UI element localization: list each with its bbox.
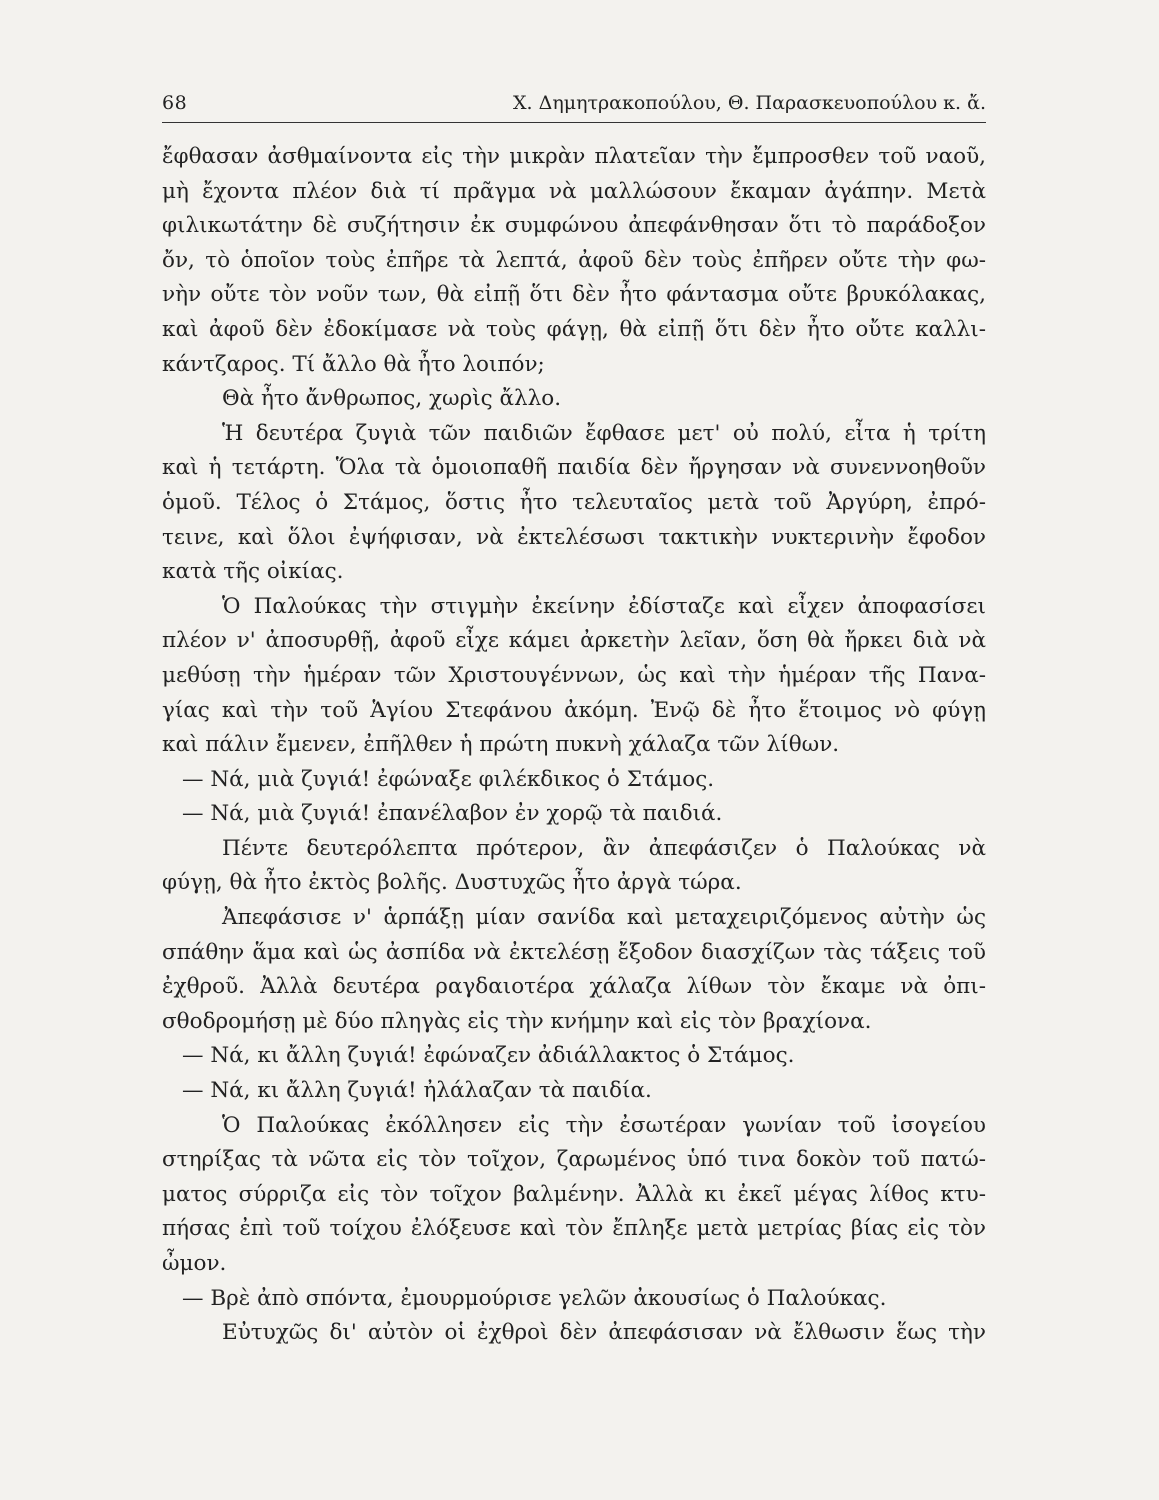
text-line: φύγῃ, θὰ ἦτο ἐκτὸς βολῆς. Δυστυχῶς ἦτο ἀργὰ τώρα. [162,870,742,896]
dialogue-line: — Νά, κι ἄλλη ζυγιά! ἐφώναζεν ἀδιάλλακτος ὁ Στάμος. [182,1043,795,1069]
dialogue-line: — Νά, μιὰ ζυγιά! ἐπανέλαβον ἐν χορῷ τὰ παιδιά. [182,801,723,827]
text-line: Ὁ Παλούκας ἐκόλλησεν εἰς τὴν ἐσωτέραν γωνίαν τοῦ ἰσογείου [222,1112,986,1138]
text-line: τεινε, καὶ ὅλοι ἐψήφισαν, νὰ ἐκτελέσωσι τακτικὴν νυκτερινὴν ἔφοδον [162,524,986,550]
text-line: νὴν οὔτε τὸν νοῦν των, θὰ εἰπῇ ὅτι δὲν ἦτο φάντασμα οὔτε βρυκόλακας, [162,282,986,308]
text-line: μὴ ἔχοντα πλέον διὰ τί πρᾶγμα νὰ μαλλώσουν ἔκαμαν ἀγάπην. Μετὰ [162,178,986,204]
text-line: ἔφθασαν ἀσθμαίνοντα εἰς τὴν μικρὰν πλατεῖαν τὴν ἔμπροσθεν τοῦ ναοῦ, [162,144,986,169]
text-line: κατὰ τῆς οἰκίας. [162,559,344,585]
running-head: Χ. Δημητρακοπούλου, Θ. Παρασκευοπούλου κ. ἄ. [513,92,986,114]
text-line: ἐχθροῦ. Ἀλλὰ δευτέρα ραγδαιοτέρα χάλαζα λίθων τὸν ἔκαμε νὰ ὀπι- [162,974,986,1000]
text-line: πήσας ἐπὶ τοῦ τοίχου ἐλόξευσε καὶ τὸν ἔπληξε μετὰ μετρίας βίας εἰς τὸν [162,1216,986,1242]
text-line: σπάθην ἅμα καὶ ὡς ἀσπίδα νὰ ἐκτελέσῃ ἔξοδον διασχίζων τὰς τάξεις τοῦ [162,939,986,965]
body-text [162,140,986,1351]
text-line: Ἡ δευτέρα ζυγιὰ τῶν παιδιῶν ἔφθασε μετ' οὐ πολύ, εἶτα ἡ τρίτη [222,420,986,446]
text-line: ὄν, τὸ ὁποῖον τοὺς ἐπῆρε τὰ λεπτά, ἀφοῦ δὲν τοὺς ἐπῆρεν οὔτε τὴν φω- [162,247,986,273]
text-line: ὁμοῦ. Τέλος ὁ Στάμος, ὅστις ἦτο τελευταῖος μετὰ τοῦ Ἀργύρη, ἐπρό- [162,489,986,515]
dialogue-line: — Νά, κι ἄλλη ζυγιά! ἠλάλαζαν τὰ παιδία. [182,1078,652,1104]
text-line: καὶ πάλιν ἔμενεν, ἐπῆλθεν ἡ πρώτη πυκνὴ χάλαζα τῶν λίθων. [162,732,840,758]
text-line: Ὁ Παλούκας τὴν στιγμὴν ἐκείνην ἐδίσταζε καὶ εἶχεν ἀποφασίσει [222,593,986,619]
text-line: καὶ ἡ τετάρτη. Ὅλα τὰ ὁμοιοπαθῆ παιδία δὲν ἤργησαν νὰ συνεννοηθοῦν [162,455,986,481]
dialogue-line: — Βρὲ ἀπὸ σπόντα, ἐμουρμούρισε γελῶν ἀκουσίως ὁ Παλούκας. [182,1285,887,1311]
text-line: πλέον ν' ἀποσυρθῇ, ἀφοῦ εἶχε κάμει ἀρκετὴν λεῖαν, ὅση θὰ ἤρκει διὰ νὰ [162,628,986,654]
text-line: Πέντε δευτερόλεπτα πρότερον, ἂν ἀπεφάσιζεν ὁ Παλούκας νὰ [222,835,986,861]
text-line: στηρίξας τὰ νῶτα εἰς τὸν τοῖχον, ζαρωμένος ὑπό τινα δοκὸν τοῦ πατώ- [162,1147,986,1173]
text-line: ματος σύρριζα εἰς τὸν τοῖχον βαλμένην. Ἀλλὰ κι ἐκεῖ μέγας λίθος κτυ- [162,1181,986,1207]
page-header [162,92,986,123]
text-line: ὦμον. [162,1251,227,1276]
text-line: καὶ ἀφοῦ δὲν ἐδοκίμασε νὰ τοὺς φάγῃ, θὰ εἰπῇ ὅτι δὲν ἦτο οὔτε καλλι- [162,316,986,342]
text-line: σθοδρομήσῃ μὲ δύο πληγὰς εἰς τὴν κνήμην καὶ εἰς τὸν βραχίονα. [162,1008,872,1034]
page-number: 68 [162,92,188,114]
dialogue-line: — Νά, μιὰ ζυγιά! ἐφώναξε φιλέκδικος ὁ Στάμος. [182,766,715,792]
text-line: φιλικωτάτην δὲ συζήτησιν ἐκ συμφώνου ἀπεφάνθησαν ὅτι τὸ παράδοξον [162,213,986,239]
text-line: Εὐτυχῶς δι' αὐτὸν οἱ ἐχθροὶ δὲν ἀπεφάσισαν νὰ ἔλθωσιν ἕως τὴν [222,1320,986,1346]
text-line: μεθύσῃ τὴν ἡμέραν τῶν Χριστουγέννων, ὡς καὶ τὴν ἡμέραν τῆς Πανα- [162,662,986,688]
text-line: Θὰ ἦτο ἄνθρωπος, χωρὶς ἄλλο. [222,386,562,412]
text-line: κάντζαρος. Τί ἄλλο θὰ ἦτο λοιπόν; [162,351,545,377]
text-line: Ἀπεφάσισε ν' ἁρπάξῃ μίαν σανίδα καὶ μεταχειριζόμενος αὐτὴν ὡς [222,905,986,931]
text-line: γίας καὶ τὴν τοῦ Ἁγίου Στεφάνου ἀκόμη. Ἐνῷ δὲ ἦτο ἕτοιμος νὸ φύγῃ [162,697,986,723]
